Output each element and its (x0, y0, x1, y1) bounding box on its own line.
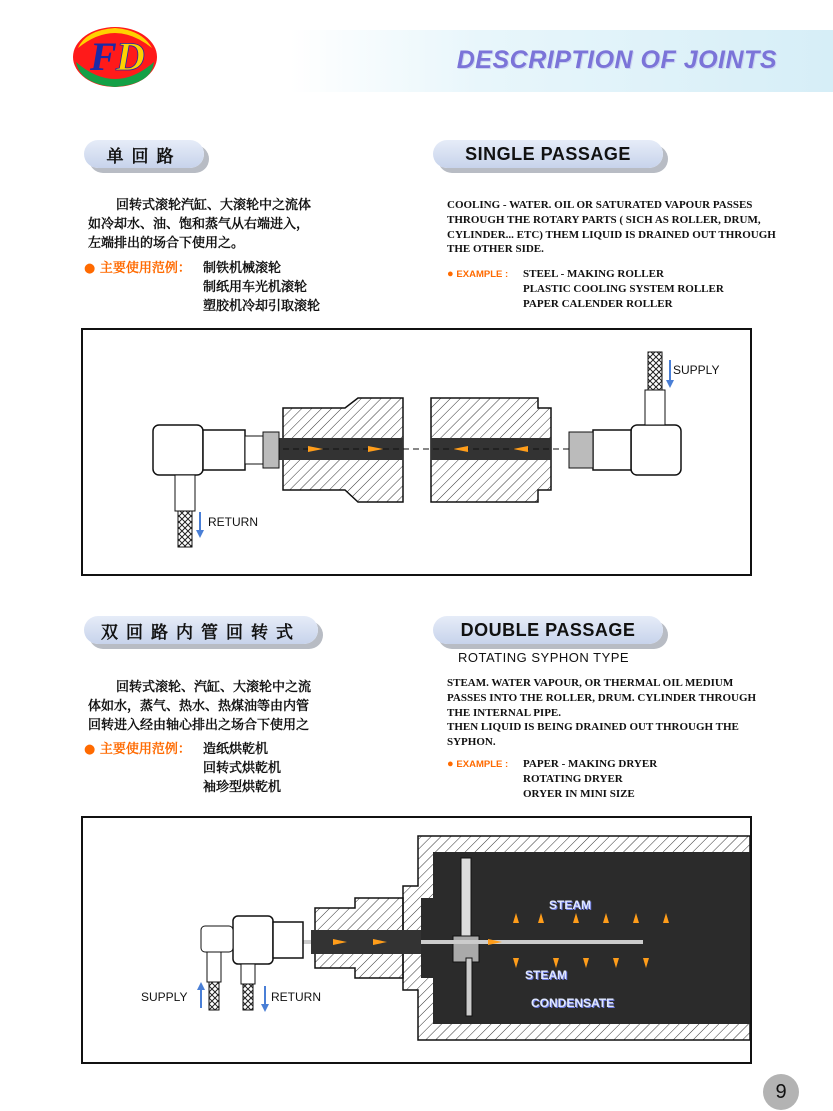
double-cn-example-list (203, 740, 281, 797)
double-cn-title: 双回路内管回转式 (84, 616, 318, 644)
bullet-dot-icon: ● (84, 261, 96, 276)
double-en-title: DOUBLE PASSAGE (433, 616, 663, 644)
en-line: THROUGH THE ROTARY PARTS ( SICH AS ROLLER, DRUM, (447, 213, 761, 226)
double-return-label: RETURN (271, 990, 321, 1004)
en-line: PASSES INTO THE ROLLER, DRUM. CYLINDER THROUGH (447, 691, 757, 704)
cn-line: 体如水，蒸气、热水、热煤油等由内管 (88, 699, 310, 714)
list-item: STEEL - MAKING ROLLER (523, 268, 664, 280)
bullet-dot-icon: ● (447, 268, 454, 280)
svg-text:D: D (116, 34, 145, 79)
list-item: PLASTIC COOLING SYSTEM ROLLER (523, 282, 724, 295)
single-en-example-label: ● EXAMPLE : (447, 268, 509, 280)
double-en-example-label: ● EXAMPLE : (447, 758, 509, 770)
cn-line: 回转式滚轮汽缸、大滚轮中之流体 (116, 198, 312, 213)
single-en-example-list (523, 267, 724, 311)
cn-line: 如冷却水、油、饱和蒸气从右端进入， (88, 217, 310, 232)
en-line: COOLING - WATER. OIL OR SATURATED VAPOUR PASSES (447, 199, 753, 211)
double-cn-example-label: ● 主要使用范例： (84, 742, 191, 757)
page-number: 9 (763, 1074, 799, 1110)
en-line: CYLINDER... ETC) THEM LIQUID IS DRAINED OUT THROUGH (447, 228, 776, 241)
double-cn-description (88, 678, 368, 735)
cn-line: 回转式滚轮、汽缸、大滚轮中之流 (116, 680, 312, 695)
en-line: THE INTERNAL PIPE. (447, 706, 561, 719)
company-logo (72, 26, 158, 88)
en-line: STEAM. WATER VAPOUR, OR THERMAL OIL MEDIUM (447, 677, 734, 689)
list-item: 制纸用车光机滚轮 (203, 280, 308, 295)
single-return-label: RETURN (208, 515, 258, 529)
single-en-title: SINGLE PASSAGE (433, 140, 663, 168)
list-item: 制铁机械滚轮 (203, 261, 282, 276)
list-item: 袖珍型烘乾机 (203, 780, 282, 795)
double-passage-diagram (81, 816, 752, 1064)
list-item: ORYER IN MINI SIZE (523, 787, 635, 800)
bullet-dot-icon: ● (84, 742, 96, 757)
list-item: 造纸烘乾机 (203, 742, 269, 757)
list-item: PAPER - MAKING DRYER (523, 758, 658, 770)
single-cn-title: 单回路 (84, 140, 204, 168)
svg-text:F: F (90, 34, 117, 79)
list-item: 塑胶机冷却引取滚轮 (203, 299, 321, 314)
en-line: THE OTHER SIDE. (447, 243, 544, 256)
en-line: THEN LIQUID IS BEING DRAINED OUT THROUGH THE (447, 721, 739, 734)
single-en-description (447, 198, 797, 257)
single-supply-label: SUPPLY (673, 363, 720, 377)
double-en-description (447, 676, 797, 750)
cn-line: 回转进入经由轴心排出之场合下使用之 (88, 718, 310, 733)
single-cn-example-list (203, 259, 320, 316)
page-title: DESCRIPTION OF JOINTS (456, 46, 777, 74)
condensate-label: CONDENSATE (531, 996, 615, 1010)
double-en-subtitle: ROTATING SYPHON TYPE (458, 650, 630, 665)
single-cn-description (88, 196, 368, 253)
en-line: SYPHON. (447, 736, 496, 749)
steam-label-top: STEAM (549, 898, 591, 912)
double-en-example-list (523, 757, 657, 801)
single-passage-diagram (81, 328, 752, 576)
single-cn-example-label: ● 主要使用范例： (84, 261, 191, 276)
double-supply-label: SUPPLY (141, 990, 188, 1004)
list-item: 回转式烘乾机 (203, 761, 282, 776)
list-item: ROTATING DRYER (523, 772, 623, 785)
list-item: PAPER CALENDER ROLLER (523, 297, 673, 310)
bullet-dot-icon: ● (447, 758, 454, 770)
steam-label-bottom: STEAM (525, 968, 567, 982)
cn-line: 左端排出的场合下使用之。 (88, 236, 245, 251)
